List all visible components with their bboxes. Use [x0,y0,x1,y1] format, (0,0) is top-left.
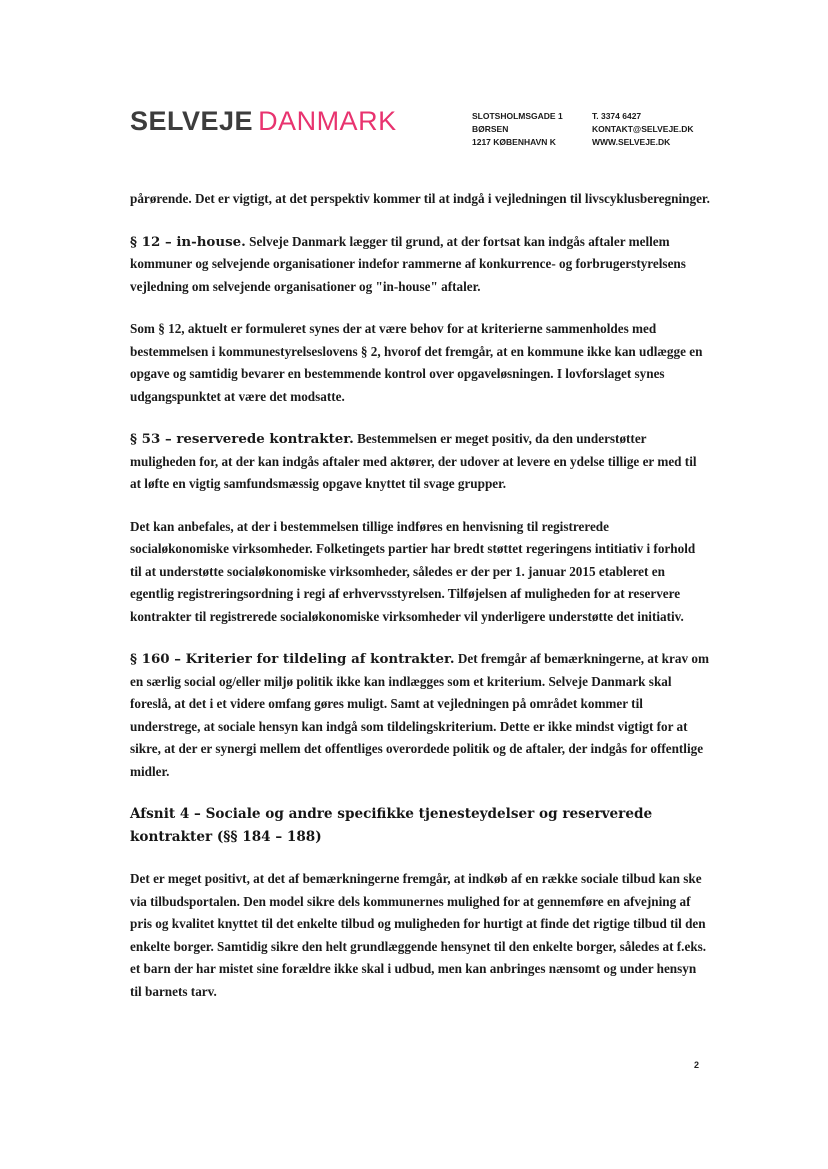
paragraph-socialoekonomiske: Det kan anbefales, at der i bestemmelsen tillige indføres en henvisning til registrerede socialøkonomiske virksomheder. Folketingets partier har bredt støttet regeringens intitiativ i forhold til at understøtte socialøkonomiske virksomheder, således er der per 1. januar 2015 etableret en egentlig registreringsordning i regi af erhvervsstyrelsen. Tilføjelsen af muligheden for at reservere kontrakter til registrerede socialøkonomiske virksomheder vil ynderligere understøtte det initiativ. [130,518,696,624]
paragraph-in-house: § 12 – in-house. Selveje Danmark lægger til grund, at der fortsat kan indgås aftaler mellem kommuner og selvejende organisationer indefor rammerne af konkurrence- og forbrugerstyrelsens vejledning om selvejende organisationer og "in-house" aftaler. [130,233,686,294]
address-line: 1217 KØBENHAVN K [472,137,556,147]
address-line: BØRSEN [472,124,509,134]
contact-block [592,110,693,149]
paragraph-award-criteria: § 160 – Kriterier for tildeling af kontrakter. Det fremgår af bemærkningerne, at krav om en særlig social og/eller miljø politik ikke kan indlægges som et kriterium. Selveje Danmark skal foreslå, at det i et videre omfang gøres muligt. Samt at vejledningen på området kommer til understrege, at sociale hensyn kan indgå som tildelingskriterium. Dette er ikke mindst vigtigt for at sikre, at der er synergi mellem det offentliges overordede politik og de aftaler, der indgås for offentlige midler. [130,651,709,779]
paragraph-reserved-contracts: § 53 – reserverede kontrakter. Bestemmelsen er meget positiv, da den understøtter muligheden for, at der kan indgås aftaler med aktører, der udover at levere en ydelse tillige er med til at løfte en vigtig samfundsmæssig opgave knyttet til svage grupper. [130,431,697,491]
address-block [472,110,563,149]
selveje-danmark-logo: SELVEJE DANMARK [130,106,397,136]
paragraph-tilbudsportalen: Det er meget positivt, at det af bemærkningerne fremgår, at indkøb af en række sociale tilbud kan ske via tilbudsportalen. Den model sikre dels kommunernes mulighed for at gennemføre en afvejning af pris og kvalitet knyttet til det enkelte tilbud og muligheden for hurtigt at finde det rigtige tilbud til den enkelte borger. Samtidig sikre den helt grundlæggende hensynet til den enkelte borger, således at f.eks. et barn der har mistet sine forældre ikke skal i udbud, men kan anbringes nænsomt og under hensyn til barnets tarv. [130,871,707,999]
letterhead [130,106,730,156]
section-53-heading: § 53 – reserverede kontrakter. [130,431,354,447]
website-url: WWW.SELVEJE.DK [592,137,671,147]
paragraph-kommunestyrelse: Som § 12, aktuelt er formuleret synes der at være behov for at kriterierne sammenholdes med bestemmelsen i kommunestyrelseslovens § 2, hvorof det fremgår, at en kommune ikke kan udlægge en opgave og samtidig bevarer en bestemmende kontrol over opgaveløsningen. I lovforslaget synes udgangspunktet at være det modsatte. [130,321,703,404]
section-12-heading: § 12 – in-house. [130,233,246,250]
address-line: SLOTSHOLMSGADE 1 [472,111,563,121]
section-4-heading: Afsnit 4 – Sociale og andre specifikke tjenesteydelser og reserverede kontrakter (§§ 184 – 188) [130,806,653,845]
contact-email: KONTAKT@SELVEJE.DK [592,124,694,134]
page-number: 2 [694,1060,700,1070]
paragraph-continuation: pårørende. Det er vigtigt, at det perspektiv kommer til at indgå i vejledningen til livscyklusberegninger. [130,191,710,206]
letter-body [130,188,710,1023]
section-160-heading: § 160 – Kriterier for tildeling af kontrakter. [130,651,455,667]
phone-number: T. 3374 6427 [592,111,642,121]
